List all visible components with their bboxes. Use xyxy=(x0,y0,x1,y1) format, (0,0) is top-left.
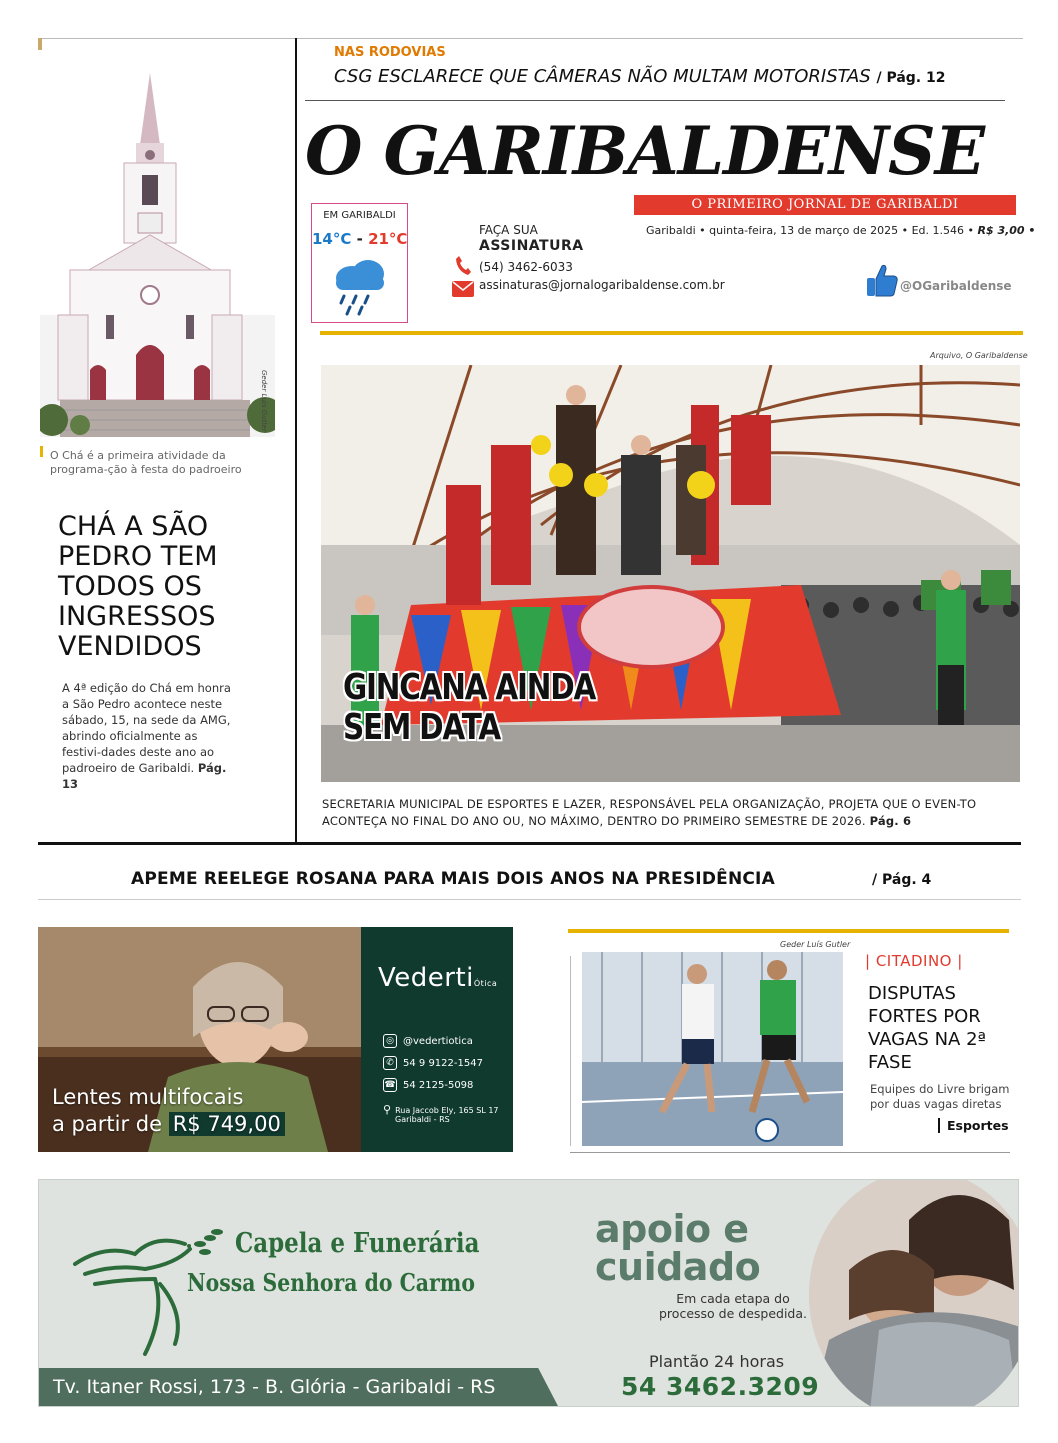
vederti-address-line2: Garibaldi - RS xyxy=(395,1115,450,1124)
map-pin-icon: ⚲ xyxy=(383,1103,392,1116)
church-photo xyxy=(40,65,275,437)
funeral-slogan-line1: apoio e xyxy=(595,1207,749,1251)
sports-headline[interactable]: DISPUTAS FORTES POR VAGAS NA 2ª FASE xyxy=(868,983,987,1073)
top-rule xyxy=(38,38,1023,39)
whatsapp-icon: ✆ xyxy=(383,1056,397,1070)
vederti-instagram[interactable] xyxy=(383,1034,473,1048)
rain-cloud-icon xyxy=(328,256,392,318)
funeral-subslogan xyxy=(659,1291,807,1321)
weather-temps xyxy=(312,230,407,248)
funeral-address: Tv. Itaner Rossi, 173 - B. Glória - Garibaldi - RS xyxy=(53,1376,496,1398)
edition-info: Garibaldi • quinta-feira, 13 de março de 2025 • Ed. 1.546 • xyxy=(646,224,974,237)
church-photo-credit: Geder Luis Gutler xyxy=(260,370,268,432)
weather-label: EM GARIBALDI xyxy=(323,210,396,221)
apeme-page-ref: / Pág. 4 xyxy=(872,872,932,888)
main-headline[interactable] xyxy=(343,668,595,748)
funeral-name-line2: Nossa Senhora do Carmo xyxy=(187,1268,475,1297)
vederti-tagline-line1: Lentes multifocais xyxy=(52,1085,244,1109)
mail-icon xyxy=(452,281,474,301)
gold-rule xyxy=(320,331,1023,335)
funeral-plantao: Plantão 24 horas xyxy=(649,1352,785,1371)
main-caption xyxy=(322,796,1017,830)
vederti-brand-sub: Ótica xyxy=(473,979,498,988)
edition-price: R$ 3,00 • xyxy=(977,224,1036,237)
funeral-subslogan-line2: processo de despedida. xyxy=(659,1306,807,1321)
main-caption-page-ref[interactable]: Pág. 6 xyxy=(869,814,912,828)
vederti-instagram-text: @vedertiotica xyxy=(403,1036,473,1047)
section-divider xyxy=(38,842,1021,845)
social-handle[interactable]: @OGaribaldense xyxy=(900,279,1012,293)
vederti-address xyxy=(383,1105,499,1124)
subscription-phone[interactable]: (54) 3462-6033 xyxy=(479,260,573,274)
apeme-divider xyxy=(38,899,1021,900)
sports-frame-left xyxy=(570,956,571,1146)
futsal-photo xyxy=(582,952,843,1146)
telephone-icon: ☎ xyxy=(384,1080,396,1090)
funeral-photo xyxy=(809,1179,1019,1407)
phone-icon xyxy=(455,255,471,279)
vederti-whatsapp[interactable] xyxy=(383,1056,483,1070)
funeral-ad[interactable] xyxy=(38,1179,1019,1407)
masthead-title: O GARIBALDENSE xyxy=(305,112,984,190)
vederti-address-line1: Rua Jaccob Ely, 165 SL 17 xyxy=(395,1106,499,1115)
thumbs-up-icon xyxy=(866,262,898,302)
subscription-email[interactable]: assinaturas@jornalogaribaldense.com.br xyxy=(479,278,725,292)
weather-box xyxy=(311,203,408,323)
vederti-whatsapp-text: 54 9 9122-1547 xyxy=(403,1058,483,1069)
left-story-headline[interactable]: CHÁ A SÃO PEDRO TEM TODOS OS INGRESSOS VENDIDOS xyxy=(58,511,218,662)
vederti-tagline xyxy=(52,1084,285,1138)
funeral-slogan xyxy=(595,1207,761,1289)
masthead-slogan: O PRIMEIRO JORNAL DE GARIBALDI xyxy=(634,195,1016,215)
top-story-kicker: NAS RODOVIAS xyxy=(334,45,446,60)
main-caption-text: SECRETARIA MUNICIPAL DE ESPORTES E LAZER, RESPONSÁVEL PELA ORGANIZAÇÃO, PROJETA QUE O EVEN-TO ACONTEÇA NO FINAL DO ANO OU, NO MÁXIMO, DENTRO DO PRIMEIRO SEMESTRE DE 2026. xyxy=(322,797,977,828)
vederti-phone[interactable] xyxy=(383,1078,473,1092)
main-headline-line1: GINCANA AINDA xyxy=(343,667,596,708)
top-story-headline[interactable] xyxy=(334,66,945,87)
left-story-page-ref[interactable]: Pág. 13 xyxy=(62,761,227,791)
vederti-ad[interactable] xyxy=(38,927,513,1152)
vederti-price: R$ 749,00 xyxy=(169,1112,285,1136)
church-caption: O Chá é a primeira atividade da programa-ção à festa do padroeiro xyxy=(50,449,242,476)
main-photo-credit: Arquivo, O Garibaldense xyxy=(930,351,1028,360)
sports-frame-bottom xyxy=(570,1152,1010,1153)
sports-subhead: Equipes do Livre brigam por duas vagas diretas xyxy=(870,1082,1010,1111)
main-headline-line2: SEM DATA xyxy=(343,707,500,748)
weather-max: 21°C xyxy=(368,230,408,248)
vederti-phone-text: 54 2125-5098 xyxy=(403,1080,474,1091)
sports-section-tag[interactable]: Esportes xyxy=(938,1118,1009,1133)
funeral-name-line1: Capela e Funerária xyxy=(235,1228,480,1259)
apeme-headline[interactable]: APEME REELEGE ROSANA PARA MAIS DOIS ANOS NA PRESIDÊNCIA xyxy=(131,869,775,889)
instagram-icon: ◎ xyxy=(383,1034,397,1048)
vederti-brand-name: Vederti xyxy=(378,963,474,993)
caption-marker xyxy=(40,446,43,457)
top-story-title: CSG ESCLARECE QUE CÂMERAS NÃO MULTAM MOTORISTAS xyxy=(334,66,871,87)
top-story-page-ref: / Pág. 12 xyxy=(876,70,946,86)
sports-gold-rule xyxy=(568,929,1009,933)
sports-photo-credit: Geder Luís Gutler xyxy=(780,940,851,949)
left-story-body xyxy=(62,680,237,792)
funeral-subslogan-line1: Em cada etapa do xyxy=(676,1291,790,1306)
vederti-brand xyxy=(378,963,497,993)
top-rule-mark xyxy=(38,38,42,50)
edition-line xyxy=(646,224,1035,237)
funeral-slogan-line2: cuidado xyxy=(595,1245,761,1289)
column-divider xyxy=(295,38,297,842)
left-story-text: A 4ª edição do Chá em honra a São Pedro acontece neste sábado, 15, na sede da AMG, abrindo oficialmente as festivi-dades deste ano ao padroeiro de Garibaldi. xyxy=(62,681,231,775)
funeral-phone[interactable]: 54 3462.3209 xyxy=(621,1372,820,1401)
weather-dash: - xyxy=(351,230,369,248)
vederti-tagline-prefix: a partir de xyxy=(52,1112,163,1136)
subscription-line2: ASSINATURA xyxy=(479,238,584,254)
sports-section-label: | CITADINO | xyxy=(865,952,963,970)
weather-min: 14°C xyxy=(312,230,352,248)
top-story-divider xyxy=(305,100,1005,101)
subscription-line1: FAÇA SUA xyxy=(479,223,538,237)
